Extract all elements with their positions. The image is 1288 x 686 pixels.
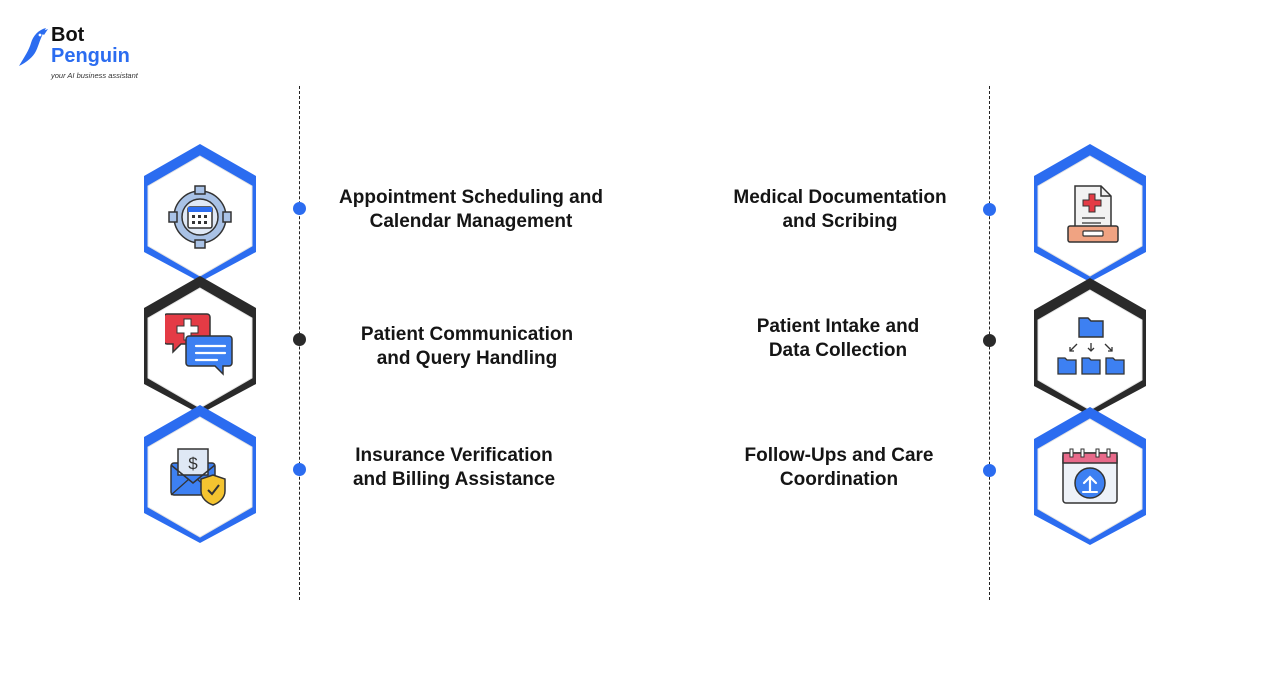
- timeline-dot: [293, 333, 306, 346]
- hexagon-badge: [1031, 405, 1149, 545]
- feature-label-line2: Calendar Management: [369, 211, 573, 232]
- svg-text:$: $: [188, 454, 198, 473]
- feature-label-line1: Patient Intake and: [756, 316, 920, 337]
- feature-label: [339, 186, 603, 234]
- timeline-dot: [983, 334, 996, 347]
- feature-label-line1: Medical Documentation: [733, 187, 947, 208]
- timeline-dot: [983, 464, 996, 477]
- timeline-dot: [293, 202, 306, 215]
- hexagon-badge: [141, 274, 259, 414]
- feature-label-line2: and Billing Assistance: [352, 469, 556, 490]
- brand-logo: [18, 24, 148, 84]
- feature-label: [757, 315, 920, 363]
- hexagon-badge: [141, 403, 259, 543]
- brand-name-line2: Penguin: [51, 45, 130, 67]
- medical-document-tray-icon: [1055, 180, 1125, 250]
- hexagon-badge: [1031, 142, 1149, 282]
- feature-label-line1: Follow-Ups and Care: [744, 445, 934, 466]
- penguin-logo-icon: [18, 26, 50, 70]
- chat-bubbles-medical-icon: [165, 310, 235, 380]
- feature-label-line2: and Query Handling: [376, 348, 558, 369]
- feature-label: [745, 444, 934, 492]
- feature-label-line1: Insurance Verification: [355, 445, 553, 466]
- feature-label-line2: and Scribing: [782, 211, 898, 232]
- folder-hierarchy-icon: [1055, 314, 1125, 384]
- feature-label: [353, 444, 555, 492]
- feature-label-line2: Coordination: [779, 469, 899, 490]
- hexagon-badge: [141, 142, 259, 282]
- calendar-gear-icon: [165, 180, 235, 250]
- brand-tagline: your AI business assistant: [51, 71, 138, 80]
- feature-label: [361, 323, 573, 371]
- calendar-upload-icon: [1055, 443, 1125, 513]
- timeline-dot: [293, 463, 306, 476]
- feature-label: [733, 186, 946, 234]
- feature-label-line1: Patient Communication: [360, 324, 574, 345]
- feature-label-line1: Appointment Scheduling and: [339, 187, 603, 208]
- brand-name-line1: Bot: [51, 24, 85, 46]
- envelope-dollar-shield-icon: [165, 441, 235, 511]
- feature-label-line2: Data Collection: [768, 340, 908, 361]
- hexagon-badge: [1031, 276, 1149, 416]
- timeline-dot: [983, 203, 996, 216]
